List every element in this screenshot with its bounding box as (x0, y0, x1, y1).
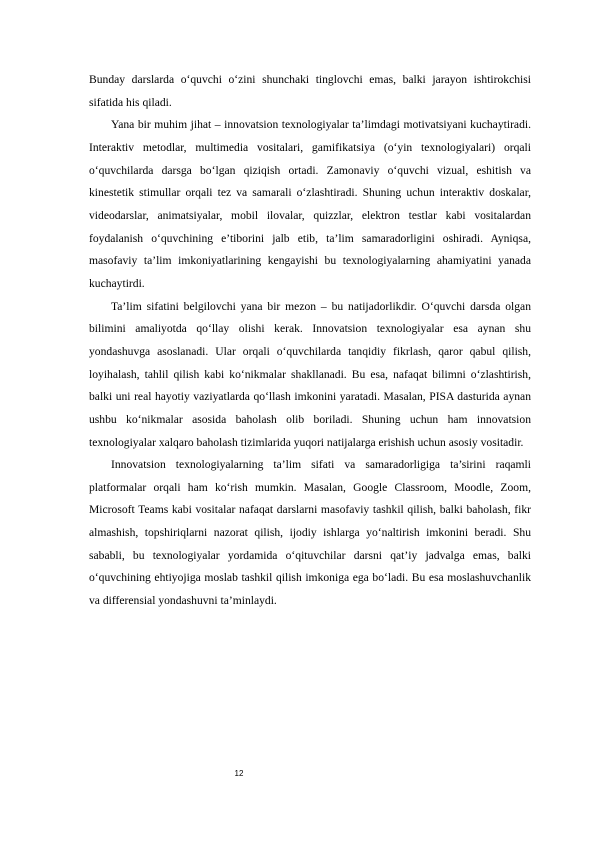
paragraph-continuation: Bunday darslarda o‘quvchi o‘zini shunchaki tinglovchi emas, balki jarayon ishtirokchisi sifatida his qiladi. (89, 73, 531, 109)
page-number: 12 (234, 769, 244, 778)
body-text (89, 69, 531, 613)
paragraph-motivation: Yana bir muhim jihat – innovatsion texnologiyalar ta’limdagi motivatsiyani kuchaytiradi. Interaktiv metodlar, multimedia vositalari, gamifikatsiya (o‘yin texnologiyalari) orqali o‘quvchilarda darsga bo‘lgan qiziqish ortadi. Zamonaviy o‘quvchi vizual, eshitish va kinestetik stimullar orqali tez va samarali o‘zlashtiradi. Shuning uchun interaktiv doskalar, videodarslar, animatsiyalar, mobil ilovalar, quizzlar, elektron testlar kabi vositalardan foydalanish o‘quvchining e’tiborini jalb etib, ta’lim samaradorligini oshiradi. Ayniqsa, masofaviy ta’lim imkoniyatlarining kengayishi bu texnologiyalarning ahamiyatini yanada kuchaytirdi. (89, 118, 531, 290)
paragraph-digital-platforms: Innovatsion texnologiyalarning ta’lim sifati va samaradorligiga ta’sirini raqamli platformalar orqali ham ko‘rish mumkin. Masalan, Google Classroom, Moodle, Zoom, Microsoft Teams kabi vositalar nafaqat darslarni masofaviy tashkil qilish, balki baholash, fikr almashish, topshiriqlarni nazorat qilish, ijodiy ishlarga yo‘naltirish imkonini beradi. Shu sababli, bu texnologiyalar yordamida o‘qituvchilar darsni qat’iy jadvalga emas, balki o‘quvchining ehtiyojiga moslab tashkil qilish imkoniga ega bo‘ladi. Bu esa moslashuvchanlik va differensial yondashuvni ta’minlaydi. (89, 458, 531, 608)
paragraph-results: Ta’lim sifatini belgilovchi yana bir mezon – bu natijadorlikdir. O‘quvchi darsda olgan bilimini amaliyotda qo‘llay olishi kerak. Innovatsion texnologiyalar esa aynan shu yondashuvga asoslanadi. Ular orqali o‘quvchilarda tanqidiy fikrlash, qaror qabul qilish, loyihalash, tahlil qilish kabi ko‘nikmalar shakllanadi. Bu esa, nafaqat bilimni o‘zlashtirish, balki uni real hayotiy vaziyatlarda qo‘llash imkonini yaratadi. Masalan, PISA dasturida aynan ushbu ko‘nikmalar asosida baholash olib boriladi. Shuning uchun ham innovatsion texnologiyalar xalqaro baholash tizimlarida yuqori natijalarga erishish uchun asosiy vositadir. (89, 299, 531, 449)
